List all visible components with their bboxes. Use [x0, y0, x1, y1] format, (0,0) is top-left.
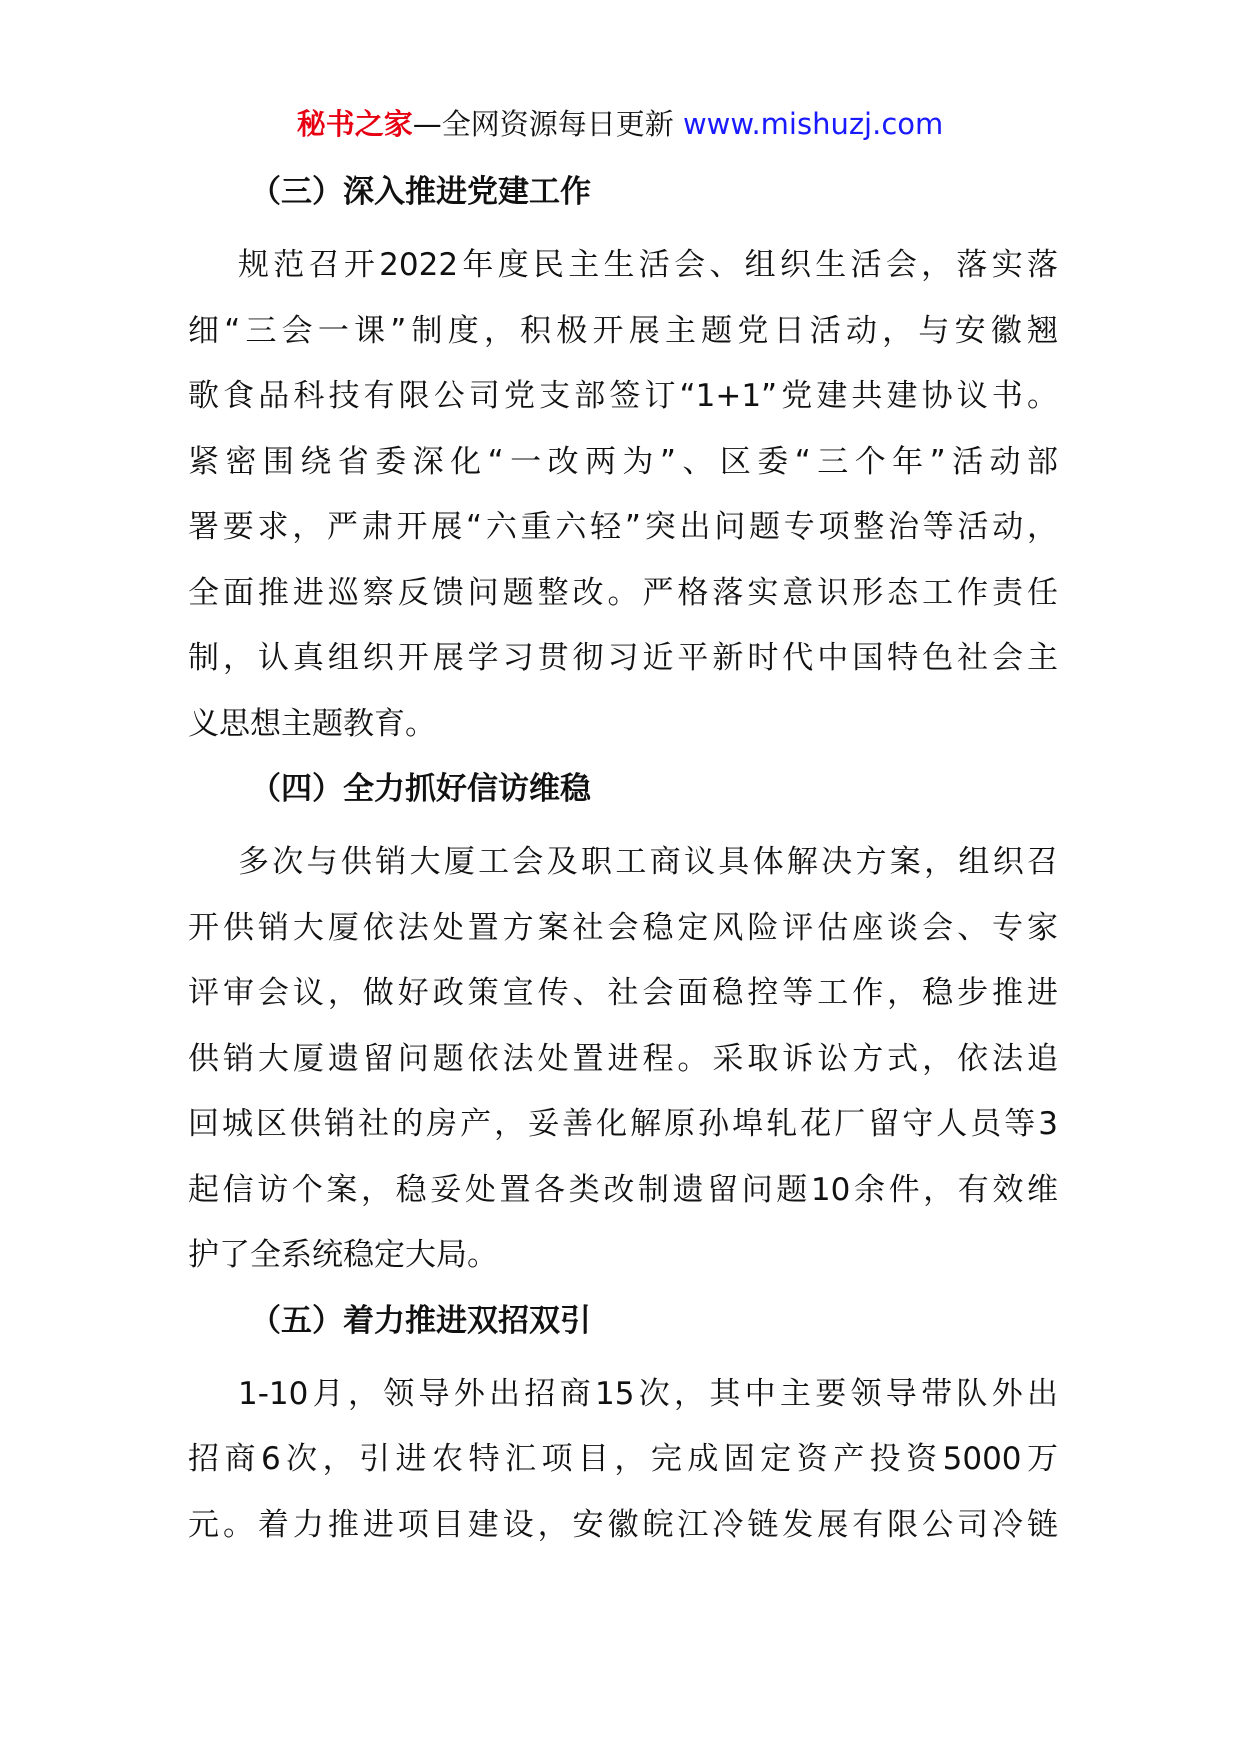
paragraph-line: 元。着力推进项目建设，安徽皖江冷链发展有限公司冷链	[188, 1506, 1058, 1543]
paragraph-line: 1-10月，领导外出招商15次，其中主要领导带队外出	[238, 1375, 1058, 1412]
section-paragraph	[188, 830, 1058, 1289]
paragraph-line: 护了全系统稳定大局。	[188, 1237, 498, 1273]
section-paragraph	[188, 233, 1058, 757]
section-paragraph	[188, 1362, 1058, 1559]
paragraph-line: 细“三会一课”制度，积极开展主题党日活动，与安徽翘	[188, 312, 1058, 349]
paragraph-line: 起信访个案，稳妥处置各类改制遗留问题10余件，有效维	[188, 1171, 1058, 1208]
paragraph-line: 招商6次，引进农特汇项目，完成固定资产投资5000万	[188, 1441, 1058, 1477]
paragraph-line: 全面推进巡察反馈问题整改。严格落实意识形态工作责任	[188, 574, 1058, 611]
paragraph-line: 供销大厦遗留问题依法处置进程。采取诉讼方式，依法追	[188, 1040, 1058, 1077]
section-heading: （五）着力推进双招双引	[250, 1302, 591, 1339]
paragraph-line: 开供销大厦依法处置方案社会稳定风险评估座谈会、专家	[188, 909, 1058, 946]
section-heading: （三）深入推进党建工作	[250, 174, 591, 210]
document-body	[188, 160, 1058, 1558]
site-url-link[interactable]: www.mishuzj.com	[682, 107, 944, 141]
paragraph-line: 义思想主题教育。	[188, 705, 436, 742]
paragraph-line: 多次与供销大厦工会及职工商议具体解决方案，组织召	[238, 844, 1058, 880]
paragraph-line: 制，认真组织开展学习贯彻习近平新时代中国特色社会主	[188, 640, 1058, 676]
paragraph-line: 歌食品科技有限公司党支部签订“1+1”党建共建协议书。	[188, 378, 1058, 414]
paragraph-line: 评审会议，做好政策宣传、社会面稳控等工作，稳步推进	[188, 975, 1058, 1011]
paragraph-line: 紧密围绕省委深化“一改两为”、区委“三个年”活动部	[188, 443, 1058, 480]
paragraph-line: 署要求，严肃开展“六重六轻”突出问题专项整治等活动，	[188, 509, 1058, 545]
watermark-header	[0, 100, 1240, 148]
paragraph-line: 规范召开2022年度民主生活会、组织生活会，落实落	[238, 247, 1058, 283]
header-tagline: —全网资源每日更新	[412, 107, 674, 141]
brand-name: 秘书之家	[296, 107, 413, 141]
section-heading: （四）全力抓好信访维稳	[250, 771, 591, 807]
paragraph-line: 回城区供销社的房产，妥善化解原孙埠轧花厂留守人员等3	[188, 1106, 1058, 1142]
